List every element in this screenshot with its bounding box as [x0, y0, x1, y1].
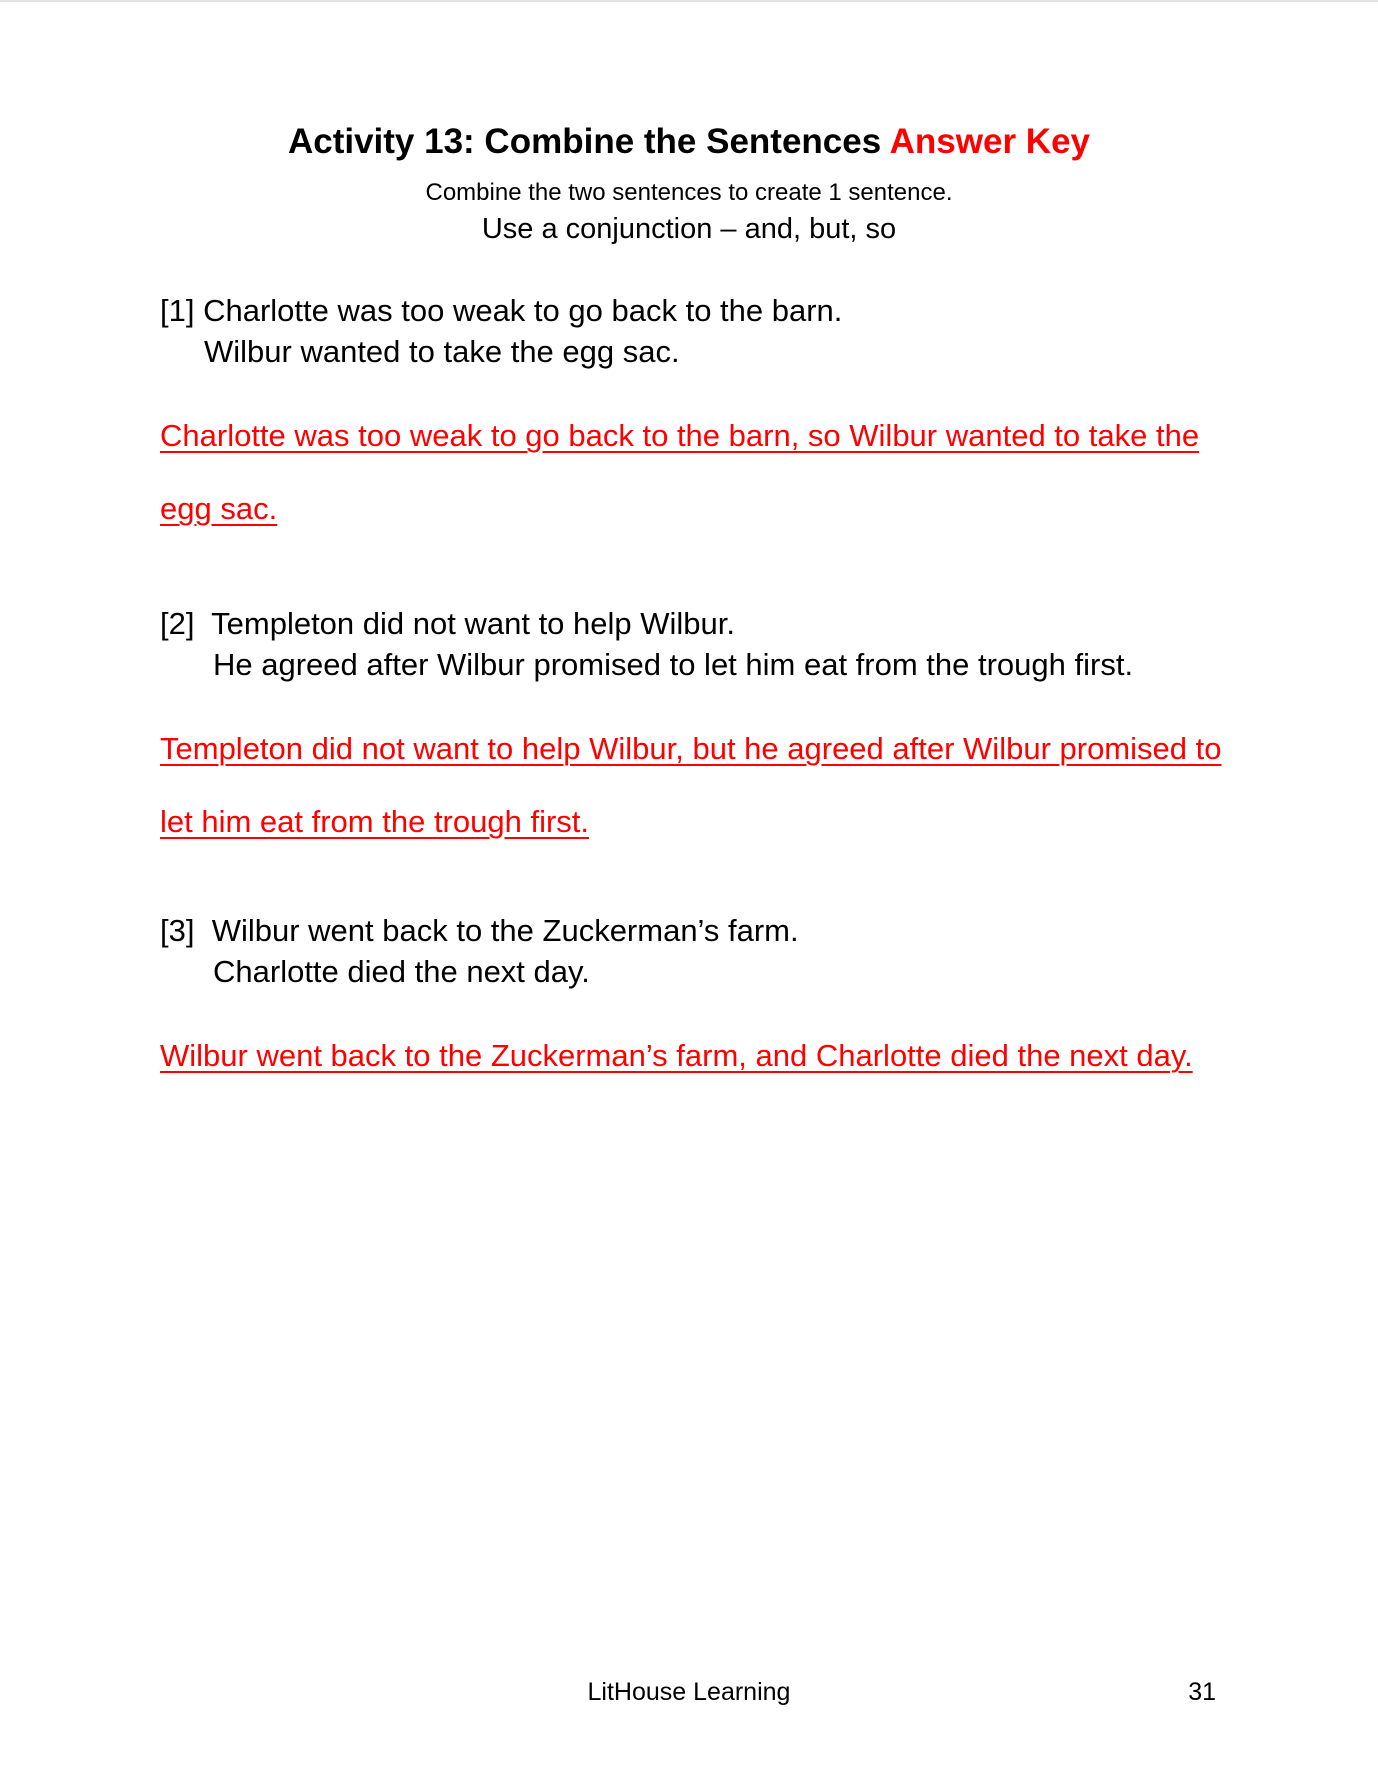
instruction-line-2: Use a conjunction – and, but, so: [481, 213, 897, 245]
item-2-sentence-1: Templeton did not want to help Wilbur.: [211, 606, 735, 641]
item-1-prompt: [160, 290, 842, 372]
footer-publisher: LitHouse Learning: [587, 1678, 791, 1706]
item-3-sentence-2: Charlotte died the next day.: [213, 954, 590, 989]
page-title: [0, 120, 1378, 164]
item-2-prompt: [160, 603, 1133, 685]
item-2-sentence-2: He agreed after Wilbur promised to let him eat from the trough first.: [213, 647, 1134, 682]
item-1-number: [1]: [160, 293, 195, 328]
item-2-answer: Templeton did not want to help Wilbur, but he agreed after Wilbur promised to let him eat from the trough first.: [160, 731, 1222, 839]
item-3-number: [3]: [160, 913, 195, 948]
item-3-prompt: [160, 910, 799, 992]
item-3-sentence-1: Wilbur went back to the Zuckerman’s farm.: [211, 913, 799, 948]
title-answer-key: Answer Key: [889, 122, 1091, 161]
item-1-sentence-1: Charlotte was too weak to go back to the barn.: [203, 293, 843, 328]
item-2-number: [2]: [160, 606, 195, 641]
item-3-answer: Wilbur went back to the Zuckerman’s farm, and Charlotte died the next day.: [160, 1038, 1193, 1073]
page-top-border: [0, 0, 1378, 2]
item-1-sentence-2: Wilbur wanted to take the egg sac.: [204, 334, 680, 369]
footer-page-number: 31: [1188, 1678, 1216, 1706]
title-main: Activity 13: Combine the Sentences: [287, 122, 882, 161]
item-1-answer: Charlotte was too weak to go back to the barn, so Wilbur wanted to take the egg sac.: [160, 418, 1200, 526]
instruction-line-1: Combine the two sentences to create 1 sentence.: [425, 179, 953, 206]
